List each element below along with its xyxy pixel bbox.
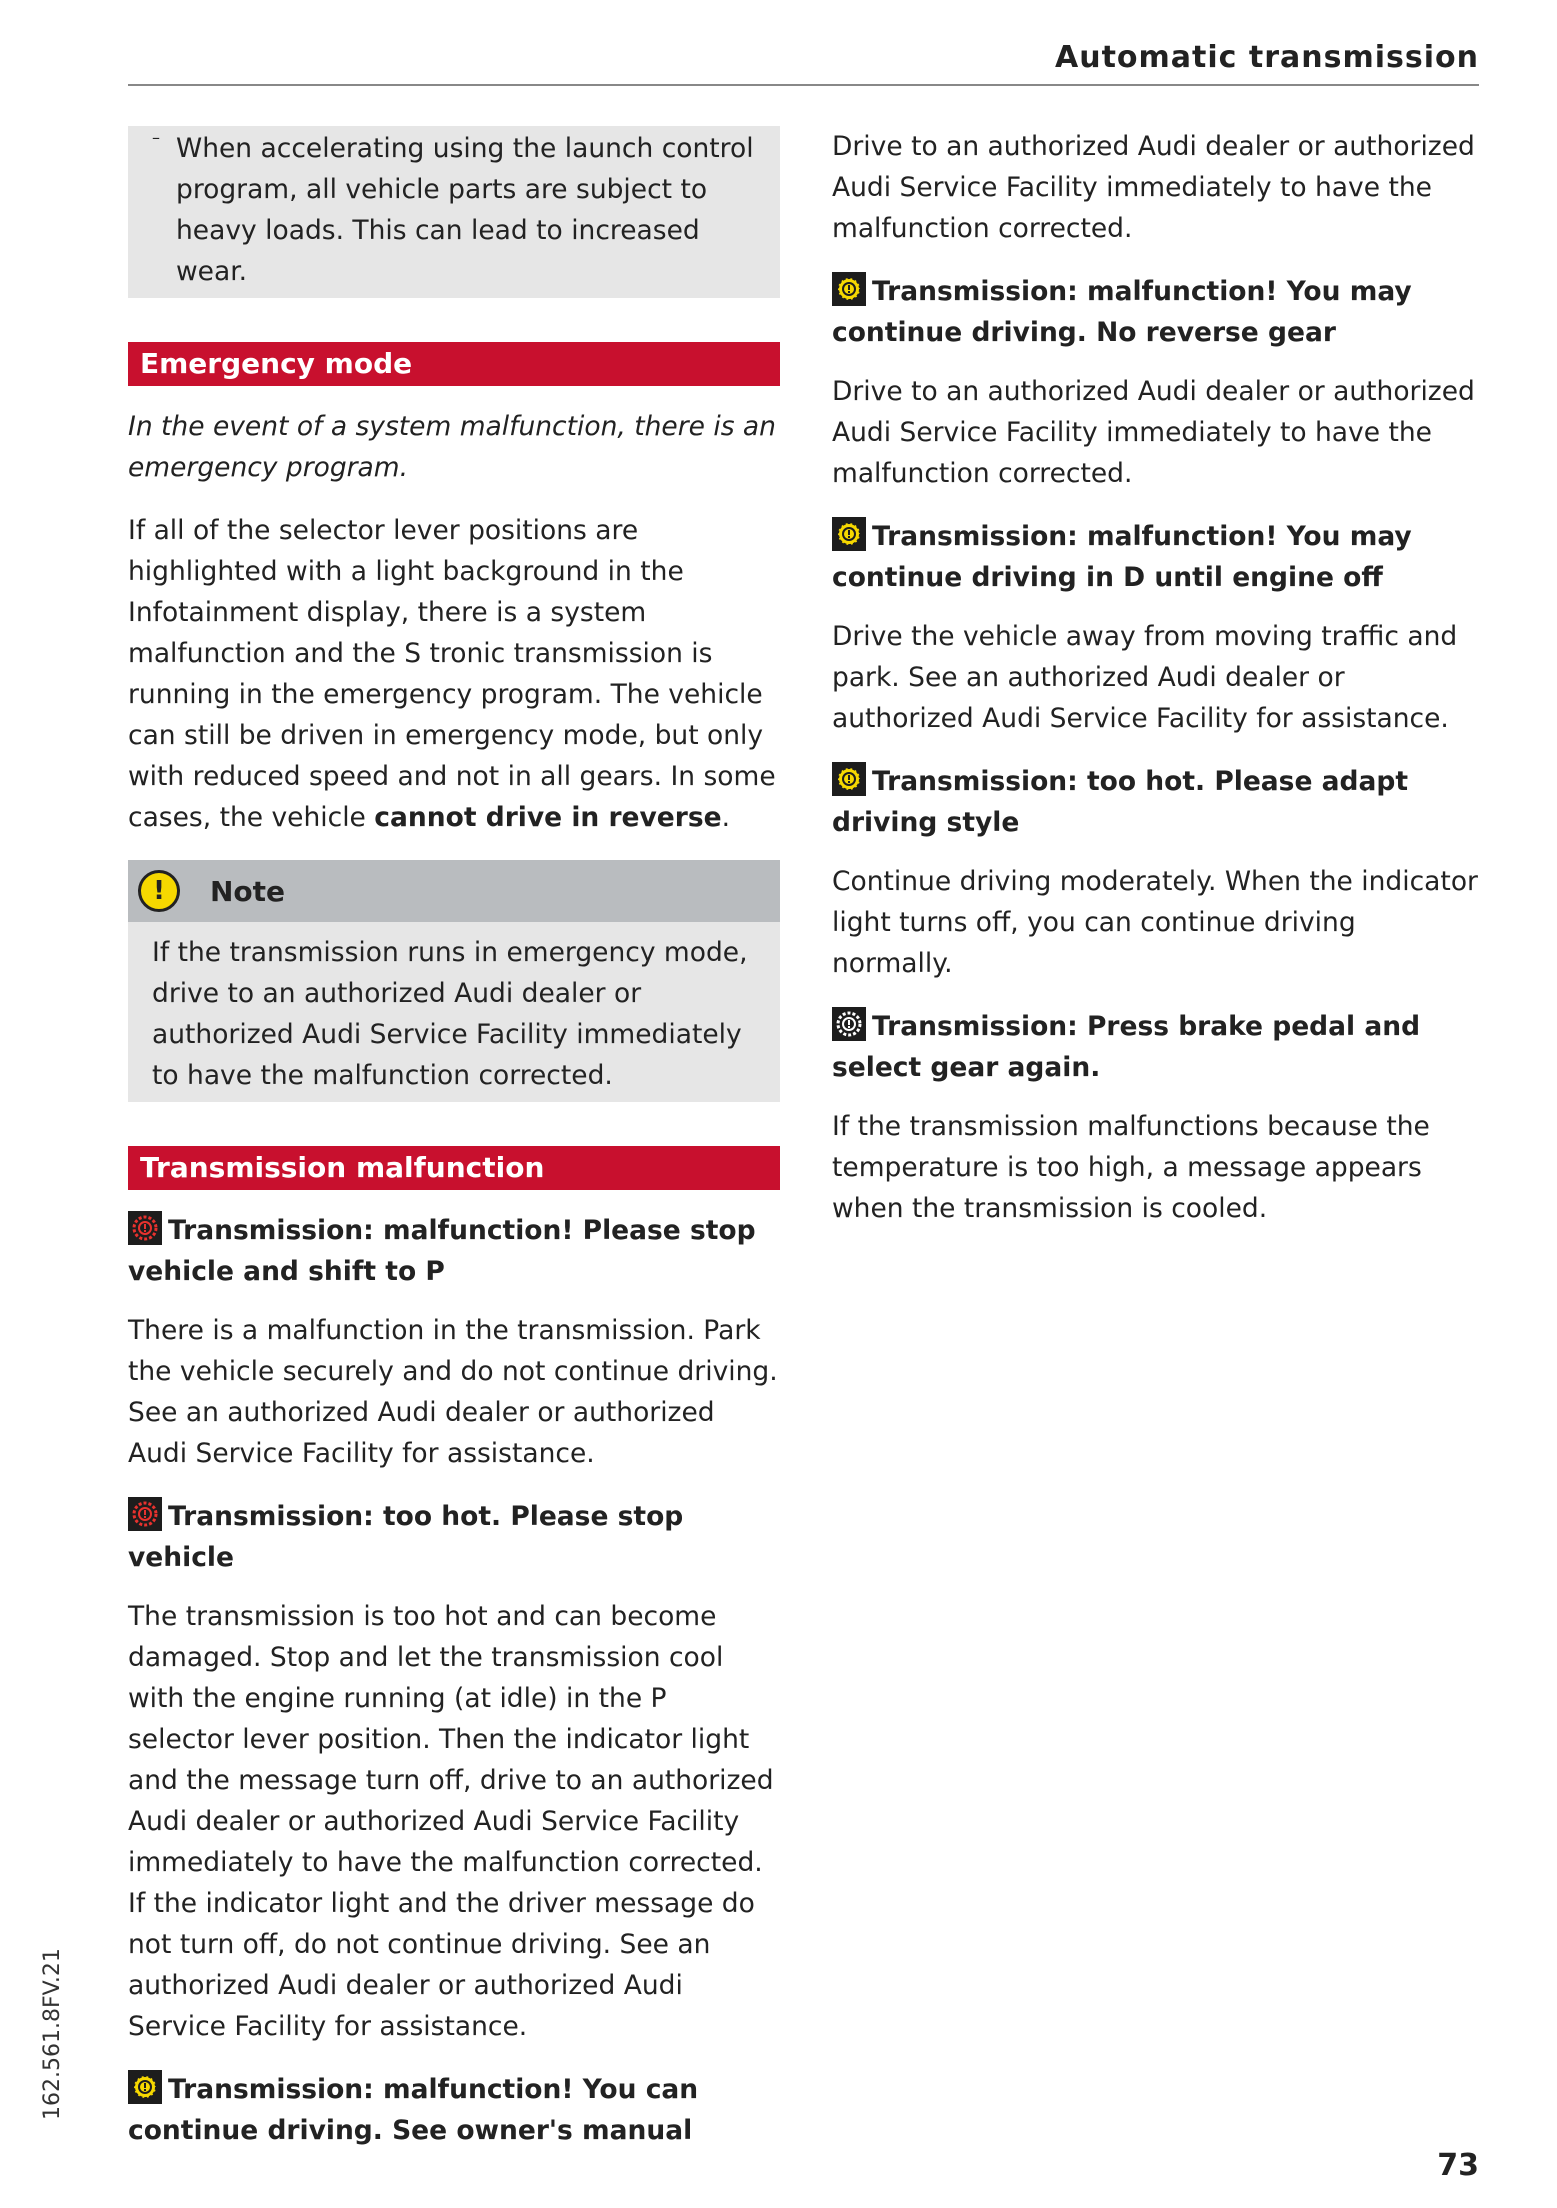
page-number: 73	[1437, 2148, 1479, 2183]
message-body: There is a malfunction in the transmission. Park the vehicle securely and do not continue driving. See an authorized Audi dealer or authorized Audi Service Facility for assistance.	[128, 1315, 778, 1469]
message-heading	[128, 1210, 780, 1292]
left-column	[128, 126, 780, 2169]
emergency-body-end: .	[721, 802, 731, 833]
launch-control-text: When accelerating using the launch control program, all vehicle parts are subject to heavy loads. This can lead to increased wear.	[176, 133, 754, 287]
note-body	[128, 922, 780, 1102]
header-title: Automatic transmission	[1055, 40, 1479, 75]
message-heading-text: Transmission: malfunction! You may continue driving in D until engine off	[832, 521, 1412, 593]
emergency-intro: In the event of a system malfunction, there is an emergency program.	[128, 411, 776, 483]
emergency-body-main: If all of the selector lever positions are highlighted with a light background in the Infotainment display, there is a system malfunction and the S tronic transmission is running in the emergency program. The vehicle can still be driven in emergency mode, but only with reduced speed and not in all gears. In some cases, the vehicle	[128, 515, 776, 833]
message-heading	[832, 271, 1482, 353]
message-heading	[832, 1006, 1482, 1088]
message-heading	[832, 761, 1482, 843]
exclamation-icon: !	[138, 870, 180, 912]
note-title: Note	[210, 874, 286, 908]
message-heading-text: Transmission: malfunction! Please stop vehicle and shift to P	[128, 1215, 756, 1287]
launch-control-box	[128, 126, 780, 298]
message-heading-text: Transmission: malfunction! You can continue driving. See owner's manual	[128, 2074, 699, 2146]
yellow-gear-icon	[832, 762, 866, 796]
message-body: The transmission is too hot and can become damaged. Stop and let the transmission cool with the engine running (at idle) in the P selector lever position. Then the indicator light and the message turn off, drive to an authorized Audi dealer or authorized Audi Service Facility immediately to have the malfunction corrected. If the indicator light and the driver message do not turn off, do not continue driving. See an authorized Audi dealer or authorized Audi Service Facility for assistance.	[128, 1601, 774, 2042]
note-header	[128, 860, 780, 922]
message-heading	[128, 2069, 780, 2151]
note-box	[128, 860, 780, 1102]
message-heading	[832, 516, 1482, 598]
message-heading-text: Transmission: too hot. Please adapt driving style	[832, 766, 1409, 838]
red-gear-icon	[128, 1497, 162, 1531]
red-gear-icon	[128, 1211, 162, 1245]
message-body: Drive to an authorized Audi dealer or authorized Audi Service Facility immediately to have the malfunction corrected.	[832, 376, 1475, 489]
dash-marker: –	[152, 128, 160, 147]
note-text: If the transmission runs in emergency mode, drive to an authorized Audi dealer or authorized Audi Service Facility immediately to have the malfunction corrected.	[152, 937, 748, 1091]
message-heading	[128, 1496, 780, 1578]
emergency-body-bold: cannot drive in reverse	[374, 802, 722, 833]
yellow-gear-icon	[832, 517, 866, 551]
yellow-gear-icon	[128, 2070, 162, 2104]
message-body: Drive to an authorized Audi dealer or authorized Audi Service Facility immediately to have the malfunction corrected.	[832, 131, 1475, 244]
transmission-malfunction-heading: Transmission malfunction	[128, 1146, 780, 1190]
message-body: Continue driving moderately. When the indicator light turns off, you can continue driving normally.	[832, 866, 1478, 979]
emergency-body	[128, 510, 780, 838]
white-gear-icon	[832, 1007, 866, 1041]
message-body: If the transmission malfunctions because the temperature is too high, a message appears when the transmission is cooled.	[832, 1111, 1430, 1224]
right-column	[832, 126, 1482, 1251]
message-body: Drive the vehicle away from moving traffic and park. See an authorized Audi dealer or authorized Audi Service Facility for assistance.	[832, 621, 1458, 734]
header-rule	[128, 84, 1479, 86]
emergency-mode-heading: Emergency mode	[128, 342, 780, 386]
message-heading-text: Transmission: too hot. Please stop vehicle	[128, 1501, 684, 1573]
yellow-gear-icon	[832, 272, 866, 306]
message-heading-text: Transmission: malfunction! You may continue driving. No reverse gear	[832, 276, 1412, 348]
launch-control-item	[152, 128, 762, 292]
message-heading-text: Transmission: Press brake pedal and select gear again.	[832, 1011, 1421, 1083]
document-code: 162.561.8FV.21	[40, 1948, 65, 2120]
